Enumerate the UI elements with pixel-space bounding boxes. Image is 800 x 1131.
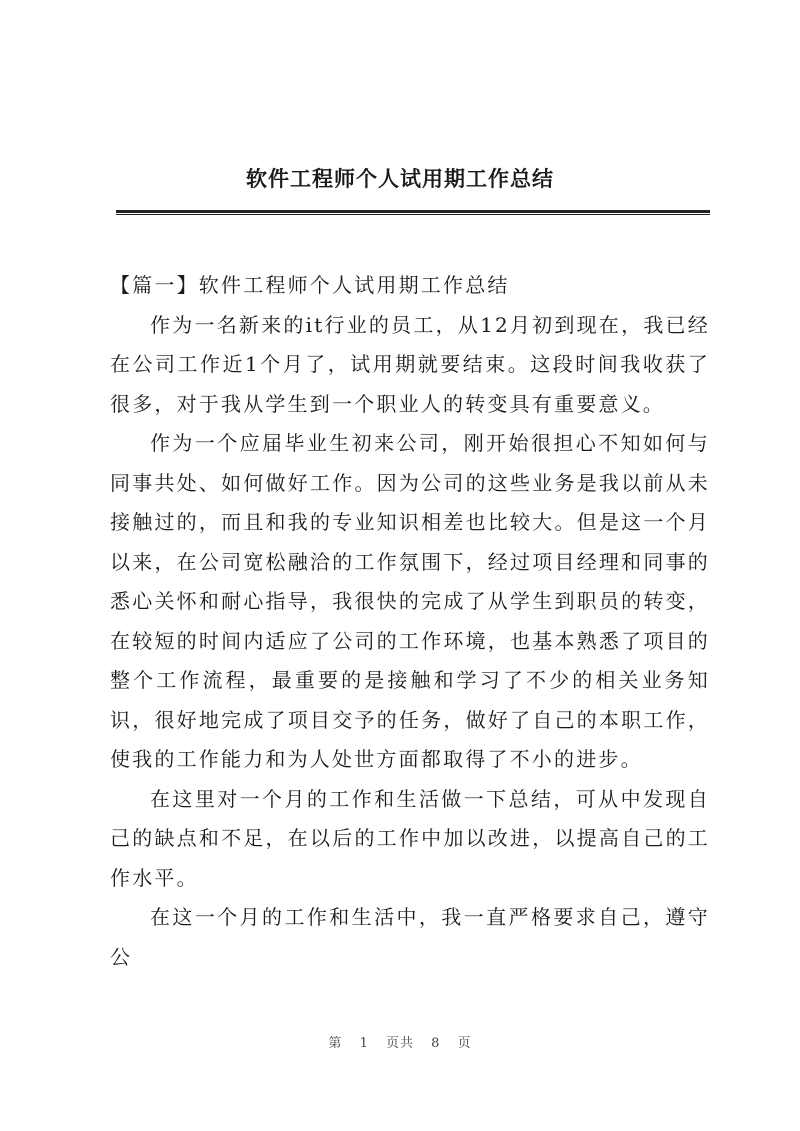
title-divider bbox=[116, 210, 710, 215]
paragraph-2: 作为一个应届毕业生初来公司，刚开始很担心不知如何与同事共处、如何做好工作。因为公司的这些业务是我以前从未接触过的，而且和我的专业知识相差也比较大。但是这一个月以来，在公司宽松融洽的工作氛围下，经过项目经理和同事的悉心关怀和耐心指导，我很快的完成了从学生到职员的转变，在较短的时间内适应了公司的工作环境，也基本熟悉了项目的整个工作流程，最重要的是接触和学习了不少的相关业务知识，很好地完成了项目交予的任务，做好了自己的本职工作，使我的工作能力和为人处世方面都取得了不小的进步。 bbox=[110, 431, 710, 771]
footer-total-pages: 8 bbox=[431, 1036, 441, 1051]
paragraph-4: 在这一个月的工作和生活中，我一直严格要求自己，遵守公 bbox=[110, 905, 710, 969]
footer-suffix: 页 bbox=[457, 1036, 472, 1051]
section-heading: 【篇一】软件工程师个人试用期工作总结 bbox=[110, 273, 510, 297]
footer-middle: 页共 bbox=[385, 1036, 414, 1051]
footer-prefix: 第 bbox=[328, 1036, 343, 1051]
paragraph-1: 作为一名新来的it行业的员工，从12月初到现在，我已经在公司工作近1个月了，试用期就要结束。这段时间我收获了很多，对于我从学生到一个职业人的转变具有重要意义。 bbox=[110, 312, 710, 416]
page-number-footer bbox=[0, 1032, 800, 1051]
footer-current-page: 1 bbox=[359, 1036, 369, 1051]
document-body bbox=[110, 266, 710, 977]
document-title: 软件工程师个人试用期工作总结 bbox=[246, 167, 554, 191]
paragraph-3: 在这里对一个月的工作和生活做一下总结，可从中发现自己的缺点和不足，在以后的工作中加以改进，以提高自己的工作水平。 bbox=[110, 786, 710, 890]
